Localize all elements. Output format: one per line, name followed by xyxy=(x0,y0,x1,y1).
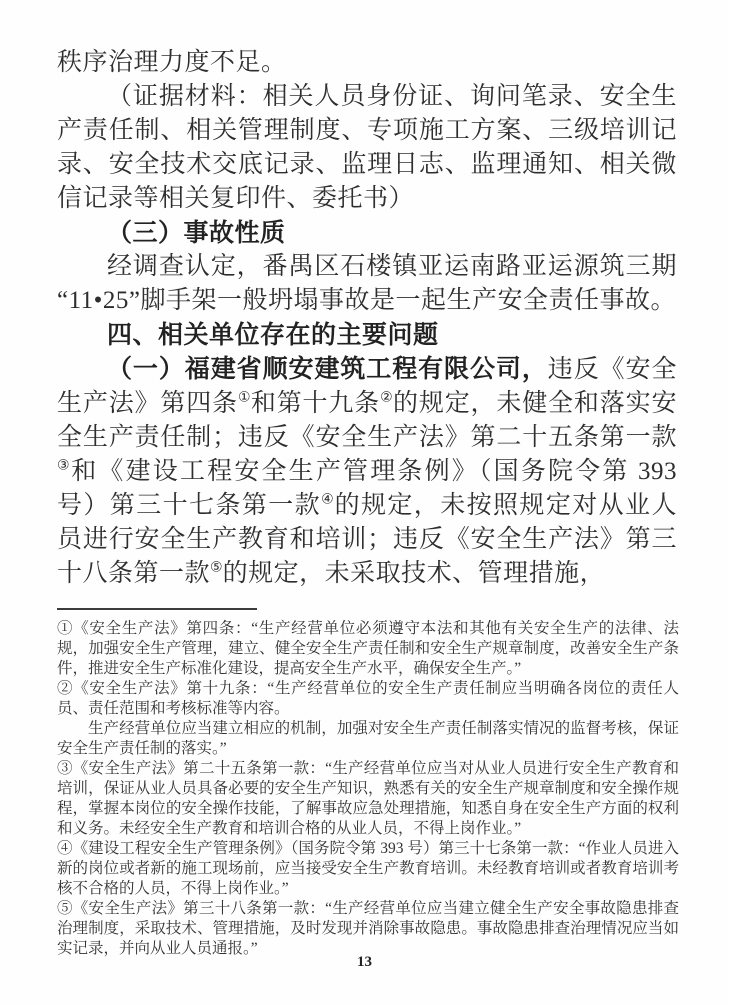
footnote-4-marker: ④ xyxy=(57,840,73,857)
footnote-2-marker: ② xyxy=(57,680,74,697)
footnote-1-text: 《安全生产法》第四条：“生产经营单位必须遵守本法和其他有关安全生产的法律、法规，加强安全生产管理，建立、健全安全生产责任制和安全生产规章制度，改善安全生产条件，推进安全生产标准化建设，提高安全生产水平，确保安全生产。” xyxy=(57,620,679,677)
paragraph-evidence-materials: （证据材料：相关人员身份证、询问笔录、安全生产责任制、相关管理制度、专项施工方案、三级培训记录、安全技术交底记录、监理日志、监理通知、相关微信记录等相关复印件、委托书） xyxy=(57,83,677,212)
text-run: 和第十九条 xyxy=(250,390,381,417)
footnote-5 xyxy=(57,899,679,959)
footnote-5-text: 《安全生产法》第三十八条第一款：“生产经营单位应当建立健全生产安全事故隐患排查治理制度，采取技术、管理措施，及时发现并消除事故隐患。事故隐患排查治理情况应当如实记录，并向从业人员通报。” xyxy=(57,900,679,957)
paragraph-company-violations xyxy=(57,352,677,591)
text-run: 的规定，未按照规定对从业人员进行安全生产教育和培训；违反《安全生产法》第三十八条第一款 xyxy=(57,492,677,587)
footnote-5-marker: ⑤ xyxy=(57,900,73,917)
paragraph-investigation-finding: 经调查认定，番禺区石楼镇亚运南路亚运源筑三期“11•25”脚手架一般坍塌事故是一起生产安全责任事故。 xyxy=(57,253,677,314)
footnote-ref-4: ④ xyxy=(321,492,335,508)
company-name-lead: （一）福建省顺安建筑工程有限公司， xyxy=(107,355,548,383)
footnote-2-continuation: 生产经营单位应当建立相应的机制，加强对安全生产责任制落实情况的监督考核，保证安全生产责任制的落实。” xyxy=(57,720,679,757)
text-run: 违反《安全生产法》第四条 xyxy=(57,356,677,417)
footnote-1 xyxy=(57,619,679,679)
main-text-block xyxy=(57,46,677,591)
page-number: 13 xyxy=(357,954,372,970)
text-run: 的规定，未采取技术、管理措施， xyxy=(222,560,606,587)
footnote-4-text: 《建设工程安全生产管理条例》（国务院令第 393 号）第三十七条第一款：“作业人员进入新的岗位或者新的施工现场前，应当接受安全生产教育培训。未经教育培训或者教育培训考核不合格的人员，不得上岗作业。” xyxy=(57,840,679,897)
footnote-1-marker: ① xyxy=(57,620,74,637)
footnote-ref-5: ⑤ xyxy=(210,560,223,576)
footnote-ref-1: ① xyxy=(237,390,251,406)
text-run: 和《建设工程安全生产管理条例》（国务院令第 393 号）第三十七条第一款 xyxy=(57,458,677,519)
footnote-ref-2: ② xyxy=(380,390,393,406)
footnote-4 xyxy=(57,839,679,899)
footnote-3 xyxy=(57,759,679,839)
footnote-separator xyxy=(57,608,257,610)
footnote-3-text: 《安全生产法》第二十五条第一款：“生产经营单位应当对从业人员进行安全生产教育和培训，保证从业人员具备必要的安全生产知识，熟悉有关的安全生产规章制度和安全操作规程，掌握本岗位的安全操作技能，了解事故应急处理措施，知悉自身在安全生产方面的权利和义务。未经安全生产教育和培训合格的从业人员，不得上岗作业。” xyxy=(57,760,679,837)
footnote-2-text: 《安全生产法》第十九条：“生产经营单位的安全生产责任制应当明确各岗位的责任人员、责任范围和考核标准等内容。 xyxy=(57,680,679,717)
heading-accident-nature: （三）事故性质 xyxy=(107,219,286,247)
footnotes-block xyxy=(57,619,679,959)
footnote-3-marker: ③ xyxy=(57,760,73,777)
footnote-2 xyxy=(57,679,679,719)
heading-main-problems: 四、相关单位存在的主要问题 xyxy=(107,321,439,349)
paragraph-continuation: 秩序治理力度不足。 xyxy=(57,49,287,76)
footnote-ref-3: ③ xyxy=(57,458,72,474)
text-run: 的规定，未健全和落实安全生产责任制；违反《安全生产法》第二十五条第一款 xyxy=(57,390,677,451)
